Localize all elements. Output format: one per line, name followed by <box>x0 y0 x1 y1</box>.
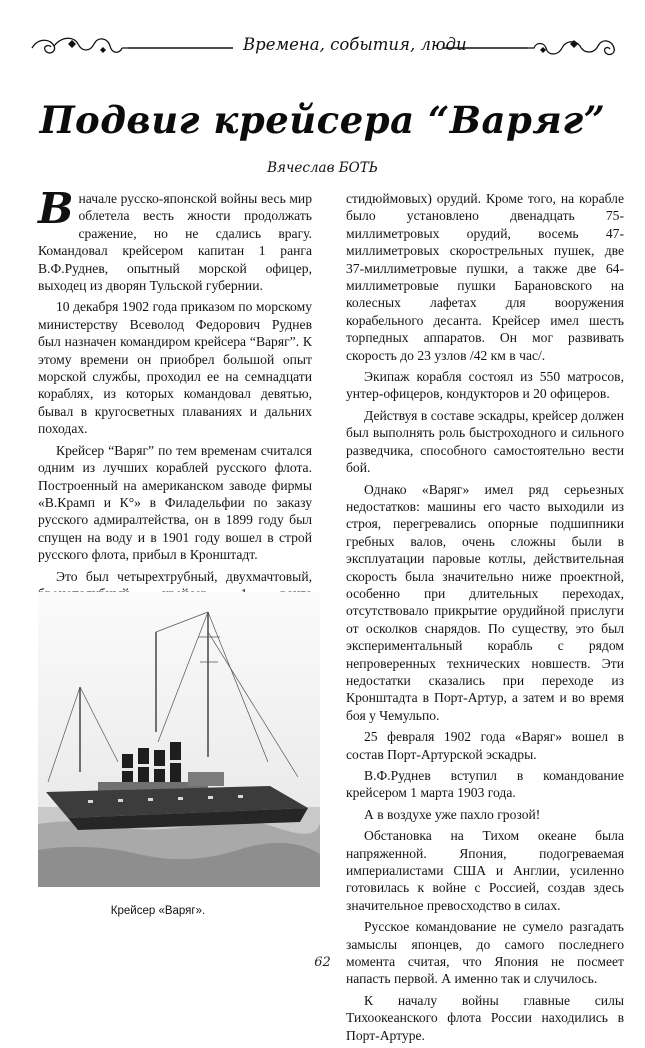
paragraph: В.Ф.Руднев вступил в командование крейсером 1 марта 1903 года. <box>346 768 624 801</box>
section-title: Времена, события, люди <box>243 35 467 54</box>
paragraph: Экипаж корабля состоял из 550 матросов, унтер-офицеров, кондукторов и 20 офицеров. <box>346 369 624 402</box>
paragraph: В начале русско-японской войны весь мир облетела весть жности продолжать сражение, но не сдались врагу. Командовал крейсером капитан 1 ранга В.Ф.Руднев, опытный морской офицер, выходец из дворян Тульской губернии. <box>38 184 312 294</box>
paragraph: 25 февраля 1902 года «Варяг» вошел в состав Порт-Артурской эскадры. <box>346 729 624 762</box>
photo-caption: Крейсер «Варяг». <box>110 905 206 917</box>
cruiser-photo <box>38 592 320 887</box>
author-byline: Вячеслав БОТЬ <box>267 160 378 176</box>
drop-cap: В <box>38 184 74 233</box>
paragraph: Крейсер “Варяг” по тем временам считался одним из лучших кораблей русского флота. Построенный на американском заводе фирмы «В.Крамп и К°» в Филадельфии по заказу русского адмиралтейства, он в 1899 году был спущен на воду и в 1901 году вошел в строй русского флота, прибыл в Кронштадт. <box>38 442 312 563</box>
paragraph: Действуя в составе эскадры, крейсер должен был выполнять роль быстроходного и сильного разведчика, способного самостоятельно вести бой. <box>346 407 624 476</box>
right-column <box>346 190 624 1048</box>
section-header <box>28 30 618 66</box>
paragraph: Обстановка на Тихом океане была напряженной. Япония, подогреваемая империалистами США и Англии, усиленно готовилась к войне с Россией, создав здесь значительное превосходство в силах. <box>346 828 624 913</box>
paragraph: А в воздухе уже пахло грозой! <box>364 806 541 822</box>
page-number: 62 <box>314 955 331 970</box>
article-title: Подвиг крейсера “Варяг” <box>39 98 606 142</box>
paragraph: К началу войны главные силы Тихоокеанского флота России находились в Порт-Артуре. <box>346 992 624 1043</box>
paragraph: Русское командование не сумело разгадать замыслы японцев, до самого последнего момента считая, что Япония не посмеет напасть первой. А именно так и случилось. <box>346 919 624 987</box>
paragraph: стидюймовых) орудий. Кроме того, на корабле было установлено двенадцать 75-миллиметровых орудий, восемь 47-миллиметровых скорострельных пушек, две 37-миллиметровые пушки, а также две 64-миллиметровые пушки Барановского на колесных лафетах для вооружения корабельного десанта. Крейсер имел шесть торпедных аппаратов. Он мог развивать скорость до 23 узлов /42 км в час/. <box>346 191 624 363</box>
paragraph: Это был четырехтрубный, двухмачтовый, <box>56 568 312 584</box>
paragraph: 10 декабря 1902 года приказом по морскому министерству Всеволод Федорович Руднев был назначен командиром крейсера “Варяг”. К этому времени он приобрел большой опыт морской службы, проходил ее на семнадцати кораблях, из которых командовал девятью, бывал в кругосветных плаваниях и дальних походах. <box>38 299 312 437</box>
paragraph: Однако «Варяг» имел ряд серьезных недостатков: машины его часто выходили из строя, перегревались опорные подшипники гребных валов, очень сложны были в эксплуатации паровые котлы, действительная скорость была значительно ниже проектной, особенно при длительных переходах, отсутствовало прикрытие орудийной прислуги от осколков снарядов. По существу, это был экспериментальный корабль с рядом непроверенных технических новшеств. Эти недостатки сказались при переходе из Кронштадта в Порт-Артур, а затем и во время боя у Чемульпо. <box>346 481 624 723</box>
